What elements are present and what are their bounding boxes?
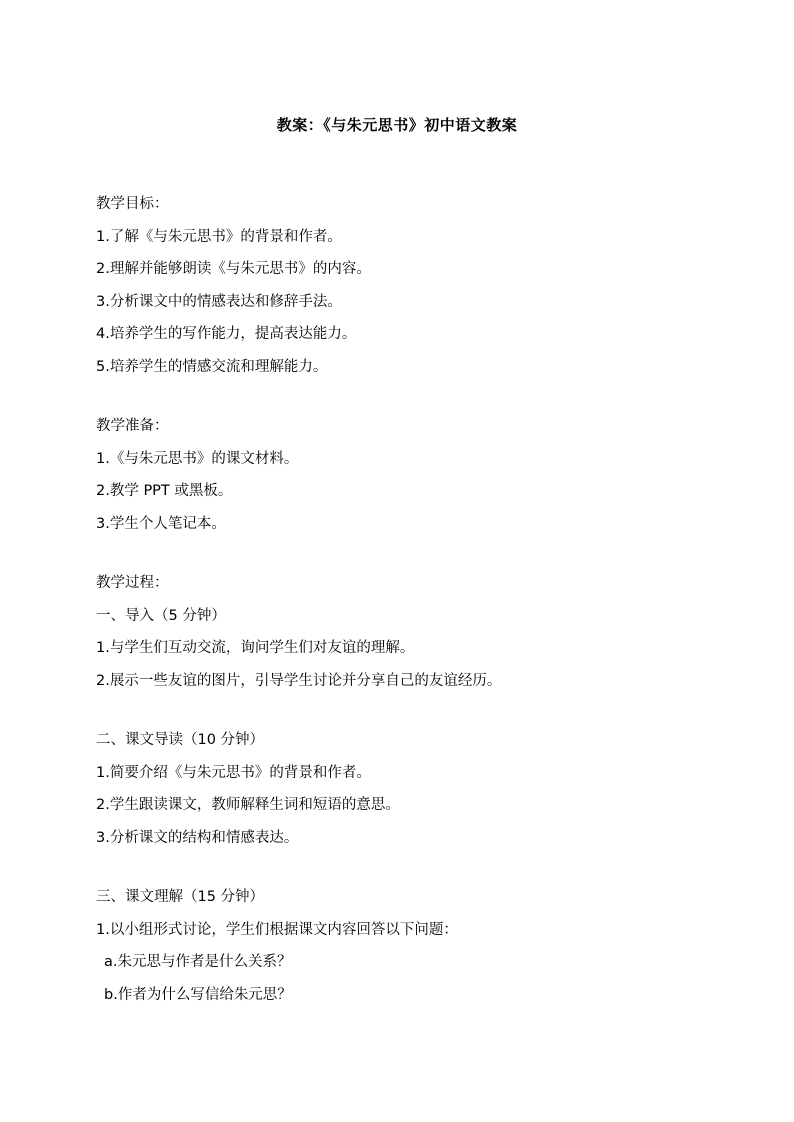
list-item: 4.培养学生的写作能力，提高表达能力。: [96, 326, 357, 342]
list-item: 2.学生跟读课文，教师解释生词和短语的意思。: [96, 797, 400, 813]
paragraph-gap: [96, 388, 736, 415]
document-body: [96, 193, 736, 1016]
list-item: 5.培养学生的情感交流和理解能力。: [96, 358, 328, 375]
paragraph-gap: [96, 545, 736, 572]
list-item: 3.分析课文中的情感表达和修辞手法。: [96, 293, 342, 310]
section-heading-preparation: 教学准备：: [96, 418, 169, 434]
subsection-heading-guided-reading: 二、课文导读（10 分钟）: [96, 732, 265, 748]
list-item: 1.《与朱元思书》的课文材料。: [96, 450, 299, 467]
list-item: 1.与学生们互动交流，询问学生们对友谊的理解。: [96, 640, 415, 656]
list-item: 2.理解并能够朗读《与朱元思书》的内容。: [96, 261, 371, 277]
paragraph-gap: [96, 859, 736, 886]
section-heading-process: 教学过程：: [96, 575, 169, 591]
list-item: 1.了解《与朱元思书》的背景和作者。: [96, 228, 342, 245]
question-item: a.朱元思与作者是什么关系？: [104, 954, 292, 970]
subsection-heading-comprehension: 三、课文理解（15 分钟）: [96, 889, 265, 905]
subsection-heading-intro: 一、导入（5 分钟）: [96, 607, 226, 624]
paragraph-gap: [96, 702, 736, 729]
list-item: 3.分析课文的结构和情感表达。: [96, 829, 299, 846]
document-title: 教案：《与朱元思书》初中语文教案: [276, 116, 518, 134]
section-heading-objectives: 教学目标：: [96, 196, 169, 212]
list-item: 1.以小组形式讨论，学生们根据课文内容回答以下问题：: [96, 921, 458, 938]
question-item: b.作者为什么写信给朱元思？: [104, 986, 292, 1003]
list-item: 2.教学 PPT 或黑板。: [96, 483, 233, 499]
list-item: 3.学生个人笔记本。: [96, 515, 226, 532]
list-item: 1.简要介绍《与朱元思书》的背景和作者。: [96, 764, 371, 781]
list-item: 2.展示一些友谊的图片，引导学生讨论并分享自己的友谊经历。: [96, 672, 502, 689]
